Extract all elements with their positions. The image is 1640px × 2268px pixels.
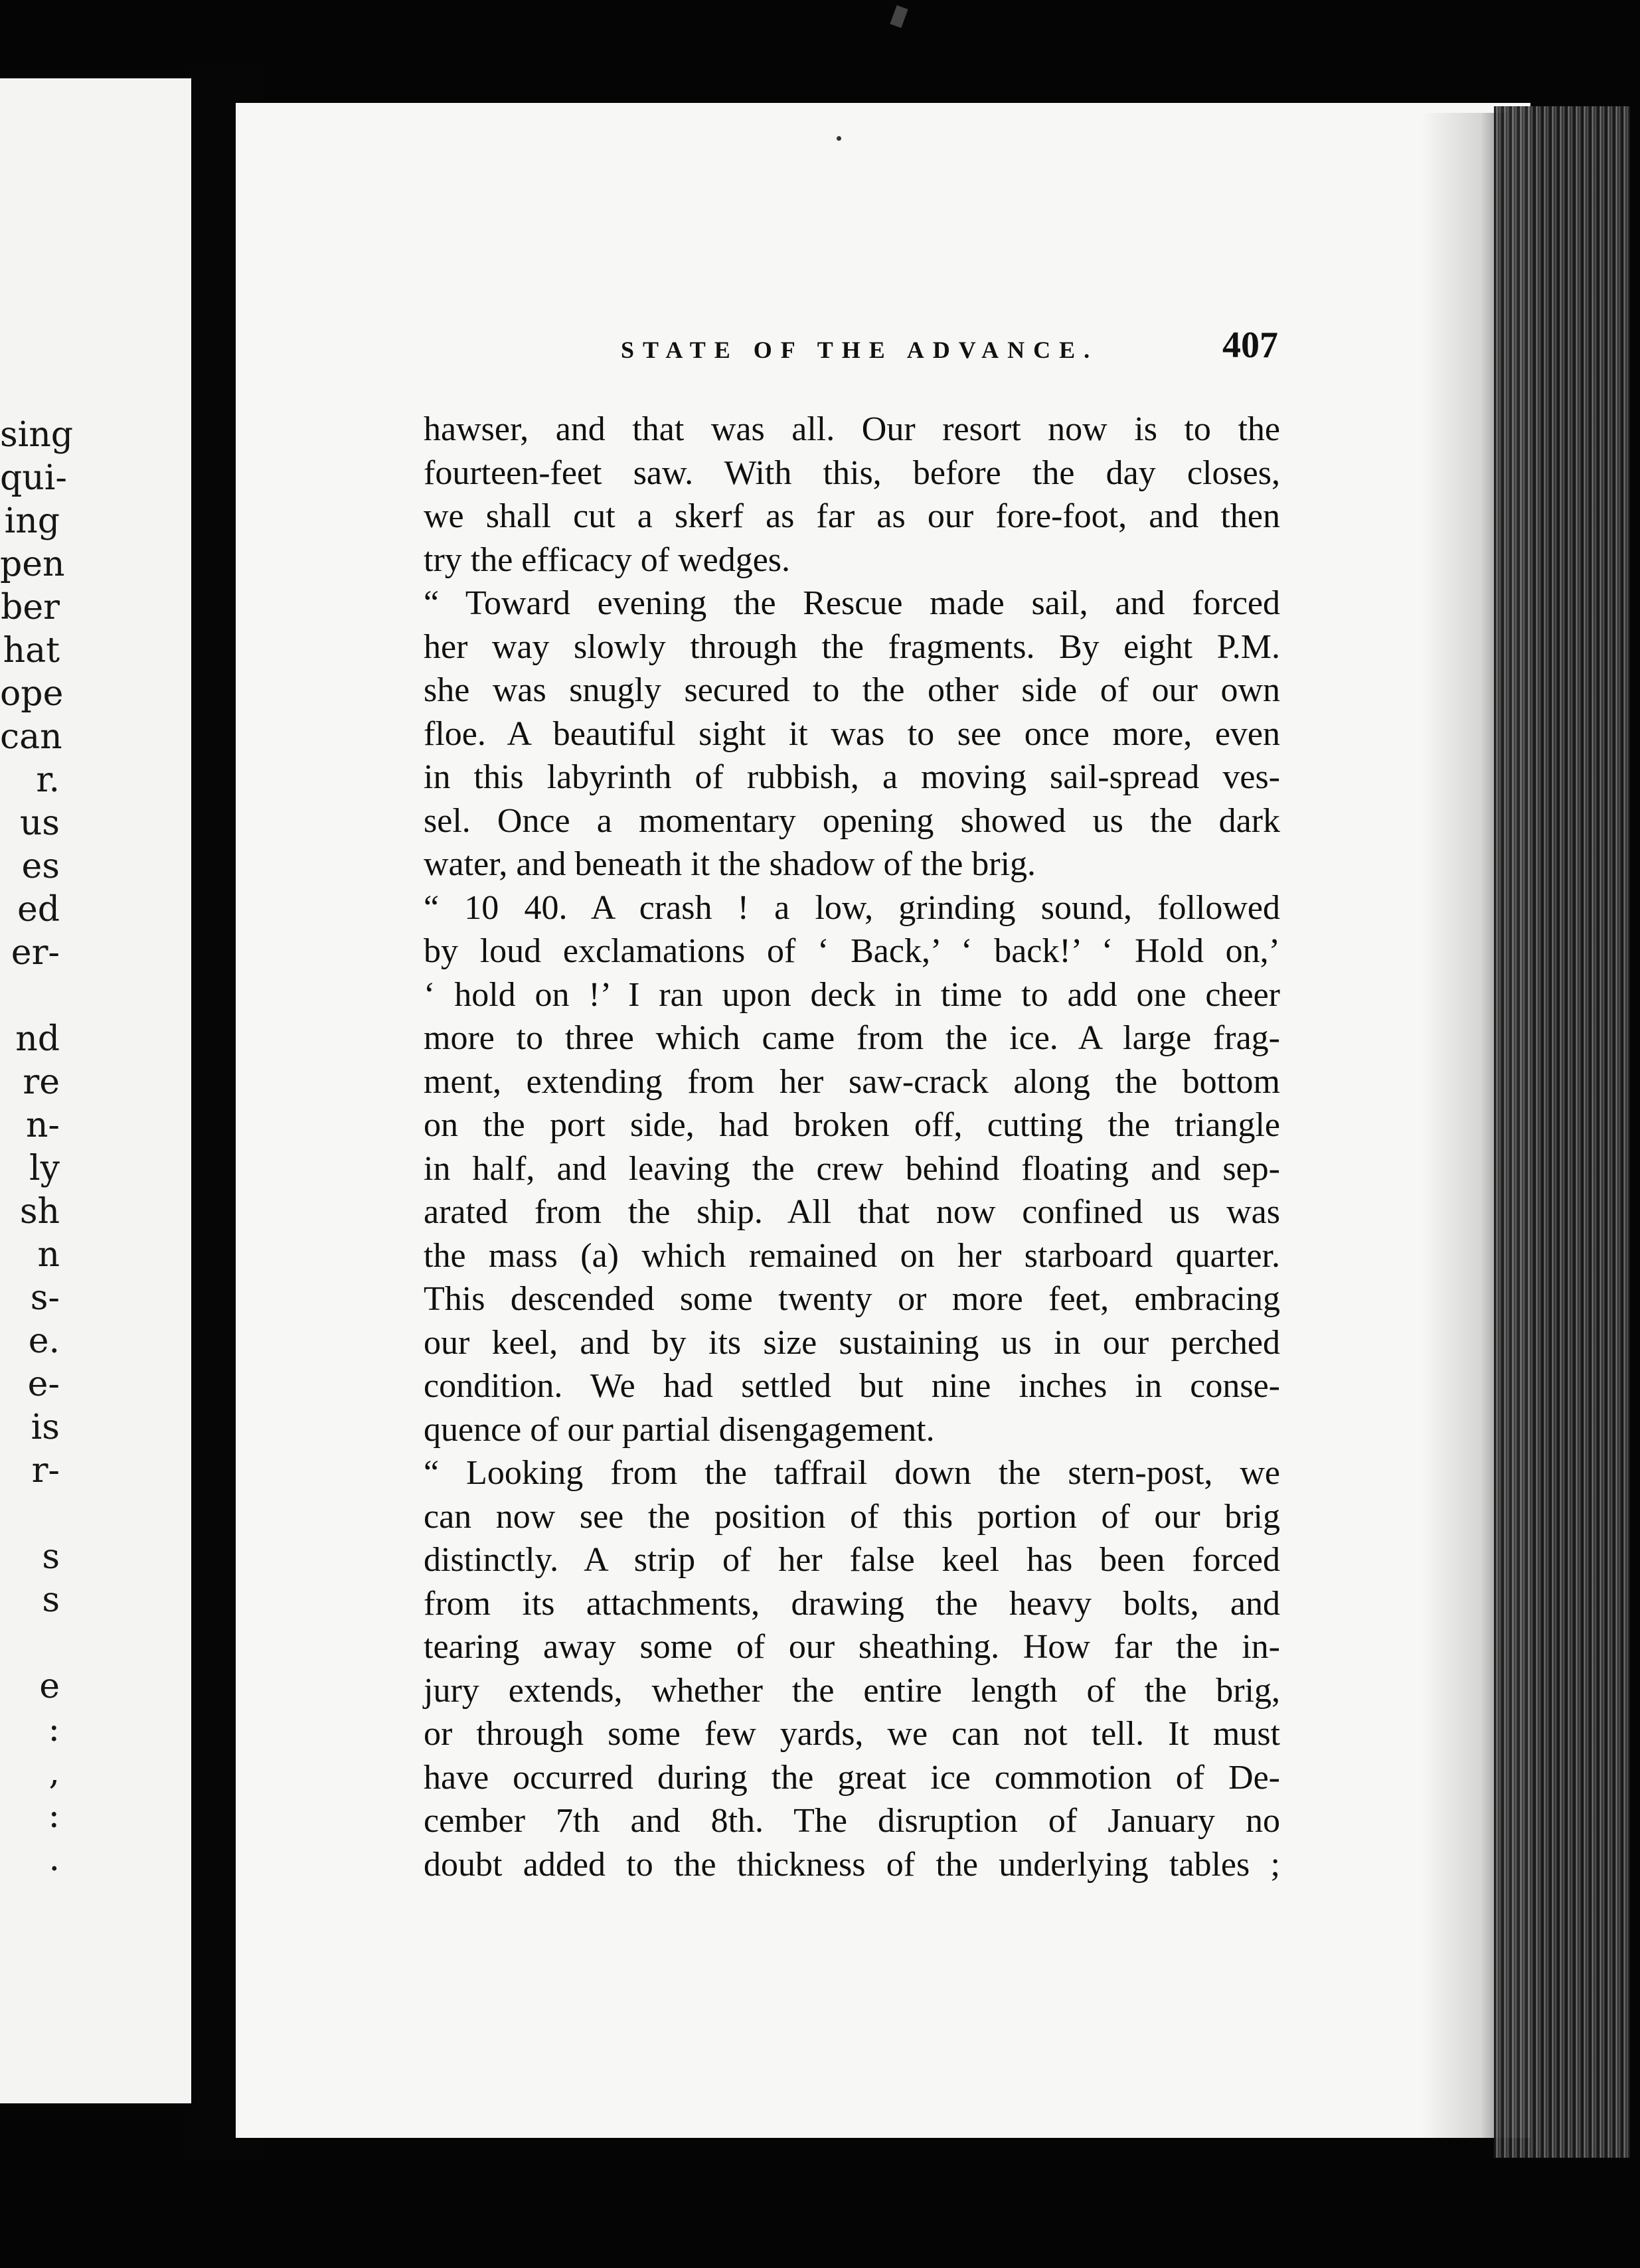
text-line: more to three which came from the ice. A large frag- xyxy=(424,1019,1280,1057)
left-page-fragment: e. xyxy=(28,1321,60,1361)
left-page-fragment: nd xyxy=(15,1019,60,1059)
left-page-fragment: ber xyxy=(1,588,60,627)
text-line: “ Looking from the taffrail down the stern-post, we xyxy=(424,1454,1280,1492)
page-header xyxy=(621,317,1278,370)
left-page-fragment: n- xyxy=(25,1105,60,1145)
text-line: or through some few yards, we can not tell. It must xyxy=(424,1715,1280,1753)
text-line: ment, extending from her saw-crack along the bottom xyxy=(424,1062,1280,1101)
text-line: tearing away some of our sheathing. How far the in- xyxy=(424,1628,1280,1666)
text-line: have occurred during the great ice commotion of De- xyxy=(424,1758,1280,1797)
left-page-fragment: re xyxy=(23,1062,60,1102)
text-line: fourteen-feet saw. With this, before the day closes, xyxy=(424,453,1280,492)
left-page-fragment: ing xyxy=(4,501,60,541)
left-page-fragment: is xyxy=(31,1408,60,1447)
text-line: doubt added to the thickness of the underlying tables ; xyxy=(424,1845,1280,1884)
body-text xyxy=(424,408,1280,1886)
left-page-fragment: us xyxy=(19,803,60,843)
left-page-fragment: , xyxy=(48,1753,60,1793)
left-page-fragment xyxy=(0,1493,199,1536)
text-line: floe. A beautiful sight it was to see once more, even xyxy=(424,714,1280,753)
left-page-fragment: s xyxy=(42,1537,60,1577)
text-line: cember 7th and 8th. The disruption of January no xyxy=(424,1802,1280,1840)
text-line: in this labyrinth of rubbish, a moving sail-spread ves- xyxy=(424,758,1280,796)
left-page-fragment: e- xyxy=(27,1364,60,1404)
left-page-fragment: sing xyxy=(0,415,74,455)
text-line: on the port side, had broken off, cutting the triangle xyxy=(424,1106,1280,1144)
left-page xyxy=(0,78,199,2103)
left-page-fragment: r- xyxy=(31,1451,60,1491)
text-line: sel. Once a momentary opening showed us the dark xyxy=(424,801,1280,840)
left-page-text xyxy=(0,414,199,1881)
text-line: condition. We had settled but nine inches in conse- xyxy=(424,1367,1280,1405)
text-line: ‘ hold on !’ I ran upon deck in time to add one cheer xyxy=(424,975,1280,1014)
left-page-fragment: ed xyxy=(17,890,60,930)
text-line: she was snugly secured to the other side of our own xyxy=(424,671,1280,709)
text-line: her way slowly through the fragments. By eight P.M. xyxy=(424,627,1280,666)
left-page-fragment: can xyxy=(0,717,62,757)
text-line: the mass (a) which remained on her starboard quarter. xyxy=(424,1236,1280,1275)
text-line: distinctly. A strip of her false keel has been forced xyxy=(424,1541,1280,1579)
text-line: This descended some twenty or more feet, embracing xyxy=(424,1280,1280,1318)
running-head: STATE OF THE ADVANCE. xyxy=(621,337,1099,363)
text-line: can now see the position of this portion of our brig xyxy=(424,1497,1280,1536)
left-page-fragment: ly xyxy=(29,1149,60,1188)
left-page-fragment: . xyxy=(48,1839,60,1879)
left-page-fragment: qui- xyxy=(0,458,67,498)
left-page-fragment: : xyxy=(48,1710,60,1749)
text-line: we shall cut a skerf as far as our fore-foot, and then xyxy=(424,497,1280,535)
book-page-edges xyxy=(1494,106,1630,2158)
scan-mark xyxy=(890,5,908,28)
text-line: arated from the ship. All that now confined us was xyxy=(424,1193,1280,1231)
left-page-fragment: r. xyxy=(36,760,60,800)
ink-speck xyxy=(837,136,841,141)
text-line: in half, and leaving the crew behind floating and sep- xyxy=(424,1149,1280,1188)
left-page-fragment xyxy=(0,1622,199,1665)
left-page-fragment xyxy=(0,975,199,1018)
left-page-fragment: es xyxy=(21,847,60,886)
left-page-fragment: s- xyxy=(30,1278,60,1318)
text-line: quence of our partial disengagement. xyxy=(424,1410,935,1449)
left-page-fragment: e xyxy=(39,1666,60,1706)
left-page-fragment: ope xyxy=(0,674,64,714)
left-page-fragment: n xyxy=(37,1235,60,1275)
left-page-fragment: s xyxy=(42,1580,60,1620)
text-line: from its attachments, drawing the heavy bolts, and xyxy=(424,1584,1280,1623)
text-line: try the efficacy of wedges. xyxy=(424,540,791,579)
text-line: “ 10 40. A crash ! a low, grinding sound, followed xyxy=(424,888,1280,927)
left-page-fragment: sh xyxy=(19,1192,60,1232)
text-line: hawser, and that was all. Our resort now is to the xyxy=(424,410,1280,448)
left-page-fragment: : xyxy=(48,1796,60,1836)
text-line: jury extends, whether the entire length of the brig, xyxy=(424,1671,1280,1710)
left-page-fragment: pen xyxy=(0,544,65,584)
left-page-fragment: hat xyxy=(3,631,60,671)
page-number: 407 xyxy=(1222,325,1278,366)
left-page-fragment: er- xyxy=(11,933,60,973)
text-line: our keel, and by its size sustaining us in our perched xyxy=(424,1323,1280,1362)
text-line: water, and beneath it the shadow of the brig. xyxy=(424,845,1036,883)
text-line: by loud exclamations of ‘ Back,’ ‘ back!’ ‘ Hold on,’ xyxy=(424,932,1280,970)
text-line: “ Toward evening the Rescue made sail, and forced xyxy=(424,584,1280,622)
